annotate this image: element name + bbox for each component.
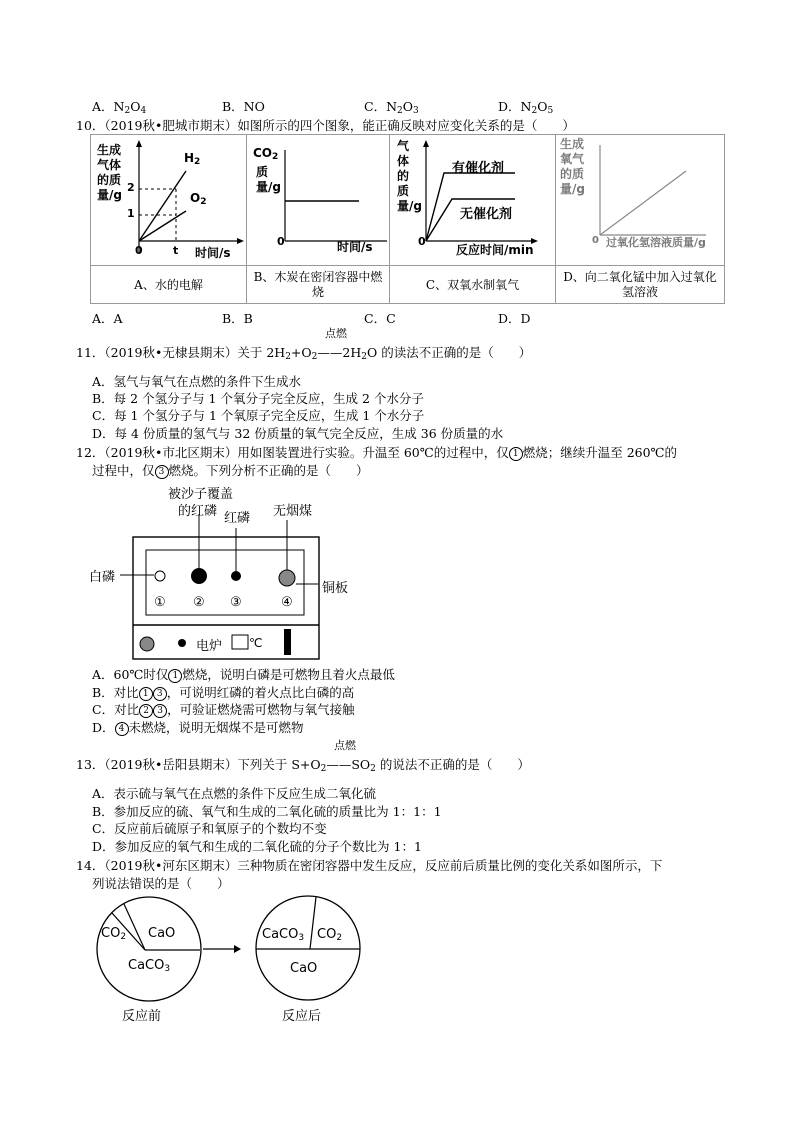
q14-stem-line2: 列说法错误的是（ ） <box>92 876 230 891</box>
q12-option-d: D． 4 未燃烧，说明无烟煤不是可燃物 <box>92 720 304 735</box>
graph-a-ylabel: 生成气体的质量/g <box>97 143 122 202</box>
q12-option-d-prefix: D． <box>92 720 115 735</box>
graph-c-line-catalyst: 有催化剂 <box>452 161 505 176</box>
q9-option-a: A．$N_2O_4$ <box>92 99 147 116</box>
label-covered-2: 的红磷 <box>178 504 218 519</box>
graph-c-line-no-catalyst: 无催化剂 <box>460 207 513 222</box>
q13-stem-pre: 13．（2019秋•岳阳县期末）下列关于 <box>76 757 292 772</box>
after-caption: 反应后 <box>282 1009 322 1024</box>
q13-option-c: C．反应前后硫原子和氧原子的个数均不变 <box>92 821 327 836</box>
label-copper-plate: 铜板 <box>322 581 349 596</box>
q12-apparatus <box>86 480 406 660</box>
graph-c-cell <box>390 135 556 266</box>
q11-stem-post: 的读法不正确的是（ ） <box>377 345 532 360</box>
q14-stem-line1: 14．（2019秋•河东区期末）三种物质在密闭容器中发生反应，反应前后质量比例的变化关系如图所示，下 <box>76 858 663 873</box>
graph-c-xlabel: 反应时间/min <box>456 243 534 257</box>
graph-d-cell <box>556 135 725 266</box>
q10-stem: 10．（2019秋•肥城市期末）如图所示的四个图象，能正确反映对应变化关系的是（ ） <box>76 118 575 133</box>
graph-b-ylabel: 质量/g <box>256 165 281 194</box>
graph-b-cell <box>247 135 390 266</box>
q13-stem-post: 的说法不正确的是（ ） <box>375 757 530 772</box>
before-slice-cao: CaO <box>148 926 176 941</box>
caption-b: B、木炭在密闭容器中燃烧 <box>247 266 390 304</box>
q10-graph-table <box>90 134 725 304</box>
q12-option-c: C．对比 2 3 ，可验证燃烧需可燃物与氧气接触 <box>92 702 355 717</box>
q9-option-d: D．$N_2O_5$ <box>498 99 554 116</box>
q13-condition: 点燃 <box>334 739 356 752</box>
q11-option-b: B．每 2 个氢分子与 1 个氧分子完全反应，生成 2 个水分子 <box>92 391 424 406</box>
after-slice-caco3: CaCO$_3$ <box>262 927 305 943</box>
q12-stem-line2: 过程中，仅 3 燃烧。下列分析不正确的是（ ） <box>92 463 369 478</box>
label-electric-stove: 电炉 <box>196 639 223 654</box>
q11-stem-pre: 11．（2019秋•无棣县期末）关于 <box>76 345 267 360</box>
q14-pie-diagram <box>90 895 390 1035</box>
q13-equation: $S+O_2——SO_2$ <box>291 757 376 774</box>
label-covered-1: 被沙子覆盖 <box>168 487 234 502</box>
caption-d: D、向二氧化锰中加入过氧化氢溶液 <box>556 266 725 304</box>
graph-b-xlabel: 时间/s <box>337 240 373 254</box>
q11-condition: 点燃 <box>325 327 347 340</box>
q13-option-b: B．参加反应的硫、氧气和生成的二氧化硫的质量比为 1：1：1 <box>92 804 442 819</box>
q13-option-a: A．表示硫与氧气在点燃的条件下反应生成二氧化硫 <box>92 786 377 801</box>
graph-a-line-o2: $O_2$ <box>190 191 207 207</box>
q11-equation: $2H_2+O_2——2H_2O$ <box>266 345 378 362</box>
graph-b-origin: 0 <box>277 235 285 248</box>
q12-stem-line1: 12．（2019秋•市北区期末）用如图装置进行实验。升温至 60℃的过程中，仅 1 燃烧；继续升温至 260℃的 <box>76 445 678 460</box>
graph-a-line-h2: $H_2$ <box>184 151 201 167</box>
caption-a: A、水的电解 <box>91 266 247 304</box>
graph-a-cell <box>91 135 247 266</box>
graph-d-origin: 0 <box>592 235 599 246</box>
label-n2: ② <box>193 595 205 610</box>
q11-stem <box>76 343 531 362</box>
label-white-phosphorus: 白磷 <box>89 570 116 585</box>
graph-a-tick-t: t <box>173 244 179 257</box>
graph-a-tick-2: 2 <box>127 181 135 194</box>
before-slice-caco3: CaCO$_3$ <box>128 958 171 974</box>
graph-d-ylabel: 生成氧气的质量/g <box>560 137 585 196</box>
label-n1: ① <box>154 595 166 610</box>
q11-option-a: A．氢气与氧气在点燃的条件下生成水 <box>92 374 302 389</box>
q10-option-d: D．D <box>498 311 531 326</box>
q12-option-b: B．对比 1 3 ，可说明红磷的着火点比白磷的高 <box>92 685 355 700</box>
before-caption: 反应前 <box>122 1009 162 1024</box>
label-n4: ④ <box>281 595 293 610</box>
q12-option-a: A．60℃时仅 1 燃烧，说明白磷是可燃物且着火点最低 <box>92 667 395 682</box>
q11-option-c: C．每 1 个氢分子与 1 个氧原子完全反应，生成 1 个水分子 <box>92 408 425 423</box>
graph-b-ylabel-top: $CO_2$ <box>253 146 279 162</box>
q9-option-c: C．$N_2O_3$ <box>364 99 419 116</box>
before-slice-co2: $CO_2$ <box>101 926 127 942</box>
q13-option-d: D．参加反应的氧气和生成的二氧化硫的分子个数比为 1：1 <box>92 839 422 854</box>
q9-option-b: B．NO <box>222 99 265 114</box>
caption-c: C、双氧水制氧气 <box>390 266 556 304</box>
graph-a-origin: 0 <box>135 244 143 257</box>
graph-c-ylabel: 气体的质量/g <box>397 139 422 213</box>
graph-a-tick-1: 1 <box>127 207 135 220</box>
q10-option-b: B．B <box>222 311 253 326</box>
q13-stem <box>76 755 530 774</box>
graph-d-xlabel: 过氧化氢溶液质量/g <box>606 236 706 249</box>
after-slice-co2: $CO_2$ <box>317 927 343 943</box>
graph-a-xlabel: 时间/s <box>195 246 231 260</box>
q10-option-c: C．C <box>364 311 396 326</box>
q10-option-a: A．A <box>92 311 123 326</box>
label-celsius: ℃ <box>249 636 263 650</box>
q11-option-d: D．每 4 份质量的氢气与 32 份质量的氧气完全反应，生成 36 份质量的水 <box>92 426 504 441</box>
label-n3: ③ <box>230 595 242 610</box>
label-red-phosphorus: 红磷 <box>224 511 251 526</box>
after-slice-cao: CaO <box>290 961 318 976</box>
graph-c-origin: 0 <box>418 235 426 248</box>
label-smokeless-coal: 无烟煤 <box>273 504 313 519</box>
